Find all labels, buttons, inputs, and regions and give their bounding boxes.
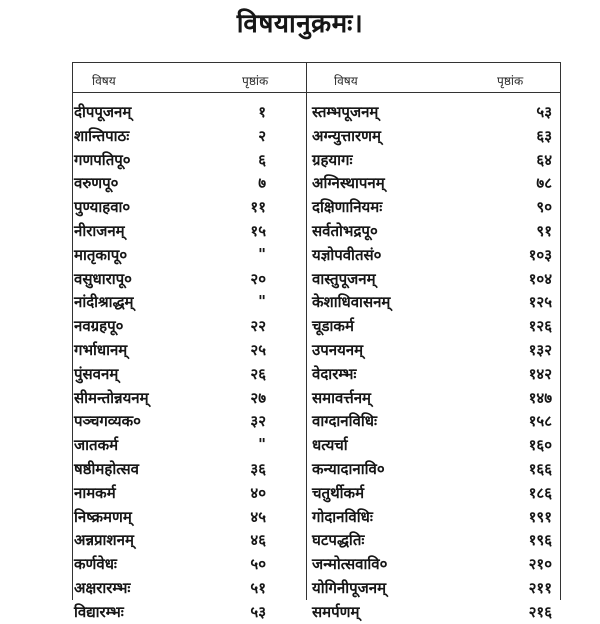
index-page-number: १५ <box>250 221 266 240</box>
index-page-number: १०३ <box>528 245 552 264</box>
index-row <box>312 290 558 314</box>
index-page-number: १९६ <box>528 531 552 550</box>
index-subject: केशाधिवासनम् <box>312 293 391 312</box>
index-page-number: ४० <box>250 483 266 502</box>
index-page-number: १२५ <box>528 293 552 312</box>
right-index-column <box>312 100 558 624</box>
index-page-number: ३२ <box>250 412 266 431</box>
index-page-number: २० <box>250 269 266 288</box>
index-row <box>74 338 304 362</box>
index-page-number: १८६ <box>528 483 552 502</box>
index-row <box>312 600 558 624</box>
index-page-number: ४५ <box>250 507 266 526</box>
index-page-number: ७ <box>258 174 266 193</box>
index-page-number: २६ <box>250 364 266 383</box>
left-border-rule <box>72 62 73 600</box>
index-subject: नांदीश्राद्धम् <box>74 293 134 312</box>
index-subject: गणपतिपू० <box>74 150 131 169</box>
index-subject: सीमन्तोन्नयनम् <box>74 388 149 407</box>
index-page-number: ५३ <box>536 103 552 121</box>
index-row <box>74 267 304 291</box>
index-subject: नामकर्म <box>74 483 116 502</box>
index-subject: स्तम्भपूजनम् <box>312 103 379 121</box>
index-subject: अग्न्युत्तारणम् <box>312 126 382 145</box>
index-page-number: ६४ <box>536 150 552 169</box>
index-page-number: ४६ <box>250 531 266 550</box>
index-subject: षष्ठीमहोत्सव <box>74 459 139 478</box>
index-page-number: १९१ <box>528 507 552 526</box>
index-subject: जन्मोत्सवावि० <box>312 555 388 574</box>
index-row <box>74 409 304 433</box>
index-row <box>312 100 558 124</box>
index-row <box>74 528 304 552</box>
index-row <box>74 124 304 148</box>
index-subject: पञ्चगव्यक० <box>74 412 141 431</box>
index-row <box>312 148 558 172</box>
index-subject: वेदारम्भः <box>312 364 357 383</box>
index-page-number: १०४ <box>528 269 552 288</box>
index-row <box>74 290 304 314</box>
index-page-number: ५३ <box>250 602 266 621</box>
index-row <box>312 124 558 148</box>
index-subject: निष्क्रमणम् <box>74 507 132 526</box>
index-page-number: १५८ <box>528 412 552 431</box>
index-row <box>74 552 304 576</box>
index-row <box>74 600 304 624</box>
left-page-header: पृष्ठांक <box>242 74 269 88</box>
index-row <box>312 171 558 195</box>
index-row <box>74 100 304 124</box>
index-page-number: " <box>258 292 266 311</box>
index-row <box>74 314 304 338</box>
index-subject: वाग्दानविधिः <box>312 412 377 431</box>
index-row <box>312 433 558 457</box>
index-row <box>74 171 304 195</box>
index-row <box>312 576 558 600</box>
index-page-number: ५० <box>250 555 266 574</box>
index-subject: चूडाकर्म <box>312 317 354 336</box>
index-subject: गोदानविधिः <box>312 507 373 526</box>
index-row <box>74 219 304 243</box>
index-row <box>312 505 558 529</box>
index-row <box>74 481 304 505</box>
index-page-number: १ <box>258 103 266 121</box>
index-subject: धत्यर्चा <box>312 436 348 455</box>
index-row <box>74 243 304 267</box>
index-page-number: ३६ <box>250 459 266 478</box>
index-page-number: ११ <box>250 198 266 217</box>
index-subject: वसुधारापू० <box>74 269 132 288</box>
index-subject: अक्षरारम्भः <box>74 578 131 597</box>
left-index-column <box>74 100 304 624</box>
index-subject: कन्यादानावि० <box>312 459 385 478</box>
index-subject: सर्वतोभद्रपू० <box>312 221 378 240</box>
index-subject: पुंसवनम् <box>74 364 119 383</box>
index-row <box>74 576 304 600</box>
index-row <box>312 481 558 505</box>
middle-divider-rule <box>306 62 307 600</box>
header-rule <box>72 92 560 93</box>
index-subject: अग्निस्थापनम् <box>312 174 385 193</box>
index-subject: यज्ञोपवीतसं० <box>312 245 382 264</box>
index-subject: जातकर्म <box>74 436 119 455</box>
index-row <box>312 195 558 219</box>
index-page-number: १४७ <box>528 388 552 407</box>
index-page-number: ७८ <box>536 174 552 193</box>
index-subject: चतुर्थीकर्म <box>312 483 365 502</box>
index-page-number: ९१ <box>536 221 552 240</box>
index-page-number: १४२ <box>528 364 552 383</box>
index-page-number: १३२ <box>528 340 552 359</box>
index-page-number: १६० <box>528 436 552 455</box>
right-border-rule <box>560 62 561 600</box>
index-page-number: ९० <box>536 198 552 217</box>
index-subject: कर्णवेधः <box>74 555 117 574</box>
index-row <box>312 219 558 243</box>
index-row <box>312 338 558 362</box>
index-row <box>74 386 304 410</box>
index-subject: समावर्त्तनम् <box>312 388 371 407</box>
index-row <box>312 552 558 576</box>
index-subject: गर्भाधानम् <box>74 340 128 359</box>
index-row <box>312 409 558 433</box>
index-subject: दीपपूजनम् <box>74 103 132 121</box>
index-page-number: १६६ <box>528 459 552 478</box>
index-row <box>312 243 558 267</box>
index-page-number: " <box>258 435 266 454</box>
index-page-number: २७ <box>250 388 266 407</box>
index-page-number: ६ <box>258 150 266 169</box>
index-row <box>74 433 304 457</box>
index-row <box>312 457 558 481</box>
index-page-number: २२ <box>250 317 266 336</box>
index-subject: योगिनीपूजनम् <box>312 578 387 597</box>
index-subject: ग्रहयागः <box>312 150 353 169</box>
index-page-number: ६३ <box>536 126 552 145</box>
index-row <box>312 362 558 386</box>
index-page-number: १२६ <box>528 317 552 336</box>
index-page-number: २१६ <box>528 602 552 621</box>
index-subject: वरुणपू० <box>74 174 119 193</box>
index-subject: वास्तुपूजनम् <box>312 269 376 288</box>
index-subject: पुण्याहवा० <box>74 198 131 217</box>
index-page-number: २५ <box>250 340 266 359</box>
index-row <box>312 314 558 338</box>
index-row <box>74 362 304 386</box>
index-subject: घटपद्धतिः <box>312 531 365 550</box>
index-subject: विद्यारम्भः <box>74 602 124 621</box>
index-page-number: २१० <box>528 555 552 574</box>
index-row <box>74 457 304 481</box>
index-row <box>74 148 304 172</box>
index-subject: मातृकापू० <box>74 245 128 264</box>
index-subject: नवग्रहपू० <box>74 317 124 336</box>
page-title: विषयानुक्रमः। <box>236 9 364 39</box>
index-subject: दक्षिणानियमः <box>312 198 383 217</box>
index-page-number: " <box>258 244 266 263</box>
column-header-row <box>72 70 560 90</box>
index-subject: समर्पणम् <box>312 602 360 621</box>
index-row <box>312 386 558 410</box>
index-row <box>74 195 304 219</box>
index-row <box>312 528 558 552</box>
right-subject-header: विषय <box>334 74 358 88</box>
index-row <box>312 267 558 291</box>
index-page-number: २ <box>258 126 266 145</box>
index-subject: नीराजनम् <box>74 221 125 240</box>
left-subject-header: विषय <box>92 74 116 88</box>
index-subject: शान्तिपाठः <box>74 126 130 145</box>
index-page-number: ५१ <box>250 578 266 597</box>
right-page-header: पृष्ठांक <box>497 74 524 88</box>
top-rule <box>72 62 560 63</box>
index-subject: अन्नप्राशनम् <box>74 531 134 550</box>
index-row <box>74 505 304 529</box>
index-subject: उपनयनम् <box>312 340 364 359</box>
index-page-number: २११ <box>528 578 552 597</box>
